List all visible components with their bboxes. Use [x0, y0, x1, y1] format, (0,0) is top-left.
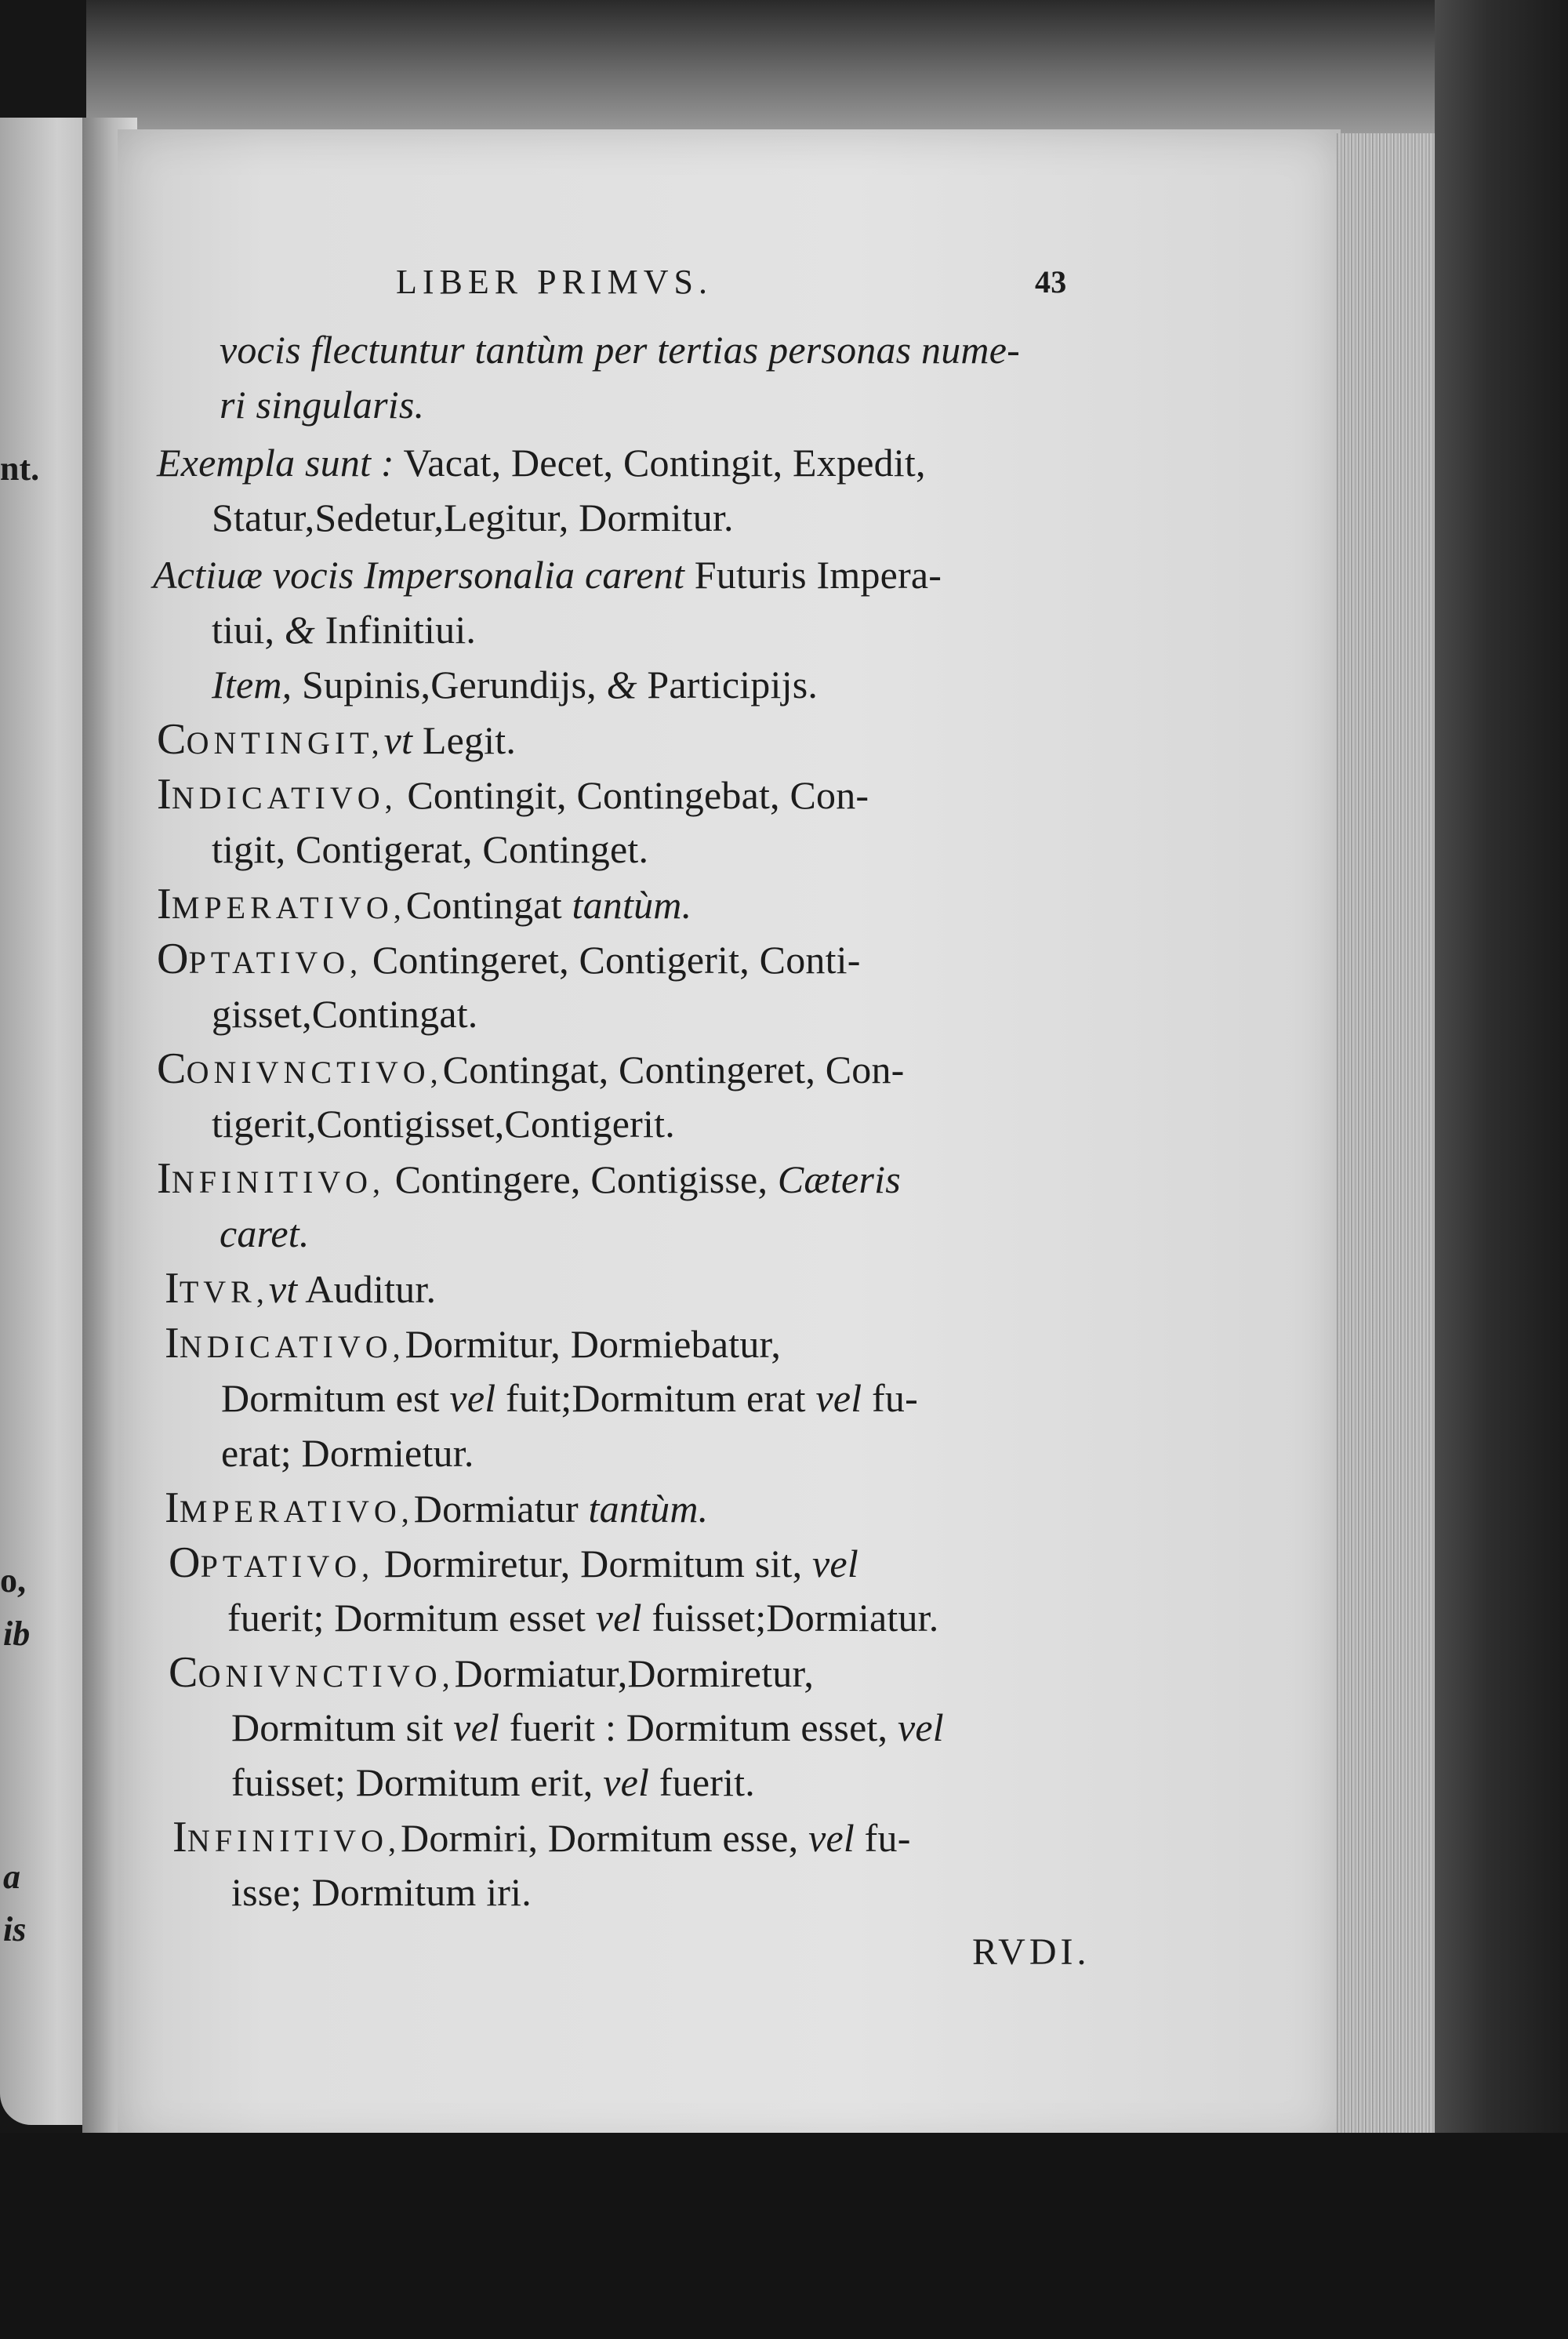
- left-fragment: is: [3, 1910, 27, 1949]
- text-span: Exempla sunt :: [157, 441, 394, 485]
- text-line: [165, 1265, 436, 1316]
- text-span: Dormiretur, Dormitum sit,: [374, 1542, 813, 1585]
- text-span: Contingit, Contingebat, Con-: [397, 773, 869, 817]
- text-line: isse; Dormitum iri.: [231, 1870, 532, 1914]
- text-span: I: [157, 880, 172, 928]
- text-span: fuisset;Dormiatur.: [641, 1596, 939, 1640]
- text-line: [157, 1155, 901, 1206]
- text-span: fuerit; Dormitum esset: [227, 1596, 596, 1640]
- text-line: [157, 881, 691, 932]
- text-span: fuerit.: [649, 1760, 755, 1804]
- text-line: [231, 1759, 755, 1806]
- text-span: Infinitiui.: [314, 608, 477, 652]
- text-span: vel: [815, 1376, 862, 1420]
- text-span: Dormitum sit: [231, 1705, 454, 1749]
- text-line: [157, 716, 516, 767]
- text-span: Contingat: [405, 883, 572, 927]
- text-span: Cæteris: [777, 1157, 901, 1201]
- text-span: I: [157, 770, 172, 819]
- text-span: vt: [383, 718, 413, 762]
- text-span: fuit;Dormitum erat: [495, 1376, 816, 1420]
- text-span: MPERATIVO,: [171, 890, 406, 925]
- text-span: Contingat, Contingeret, Con-: [442, 1048, 905, 1091]
- text-line: [221, 1375, 918, 1422]
- text-span: vel: [449, 1376, 496, 1420]
- text-span: Item,: [212, 663, 292, 706]
- text-line: tigit, Contigerat, Continget.: [212, 827, 649, 871]
- text-line: gisset,Contingat.: [212, 992, 478, 1036]
- text-span: MPERATIVO,: [179, 1494, 414, 1529]
- catchword: RVDI.: [972, 1931, 1091, 1973]
- text-span: vel: [812, 1542, 858, 1585]
- text-span: fu-: [862, 1376, 918, 1420]
- text-span: I: [157, 1154, 172, 1203]
- text-span: vt: [268, 1267, 298, 1311]
- text-span: vel: [808, 1816, 855, 1860]
- text-span: NFINITIVO,: [171, 1164, 386, 1200]
- text-span: fuerit : Dormitum esset,: [499, 1705, 898, 1749]
- text-line: erat; Dormietur.: [221, 1431, 474, 1475]
- text-span: I: [165, 1319, 180, 1367]
- text-line: [153, 551, 942, 598]
- text-line: tigerit,Contigisset,Contigerit.: [212, 1102, 675, 1146]
- text-span: PTATIVO,: [188, 945, 363, 980]
- text-line: [165, 1484, 708, 1535]
- text-span: Contingere, Contigisse,: [385, 1157, 778, 1201]
- text-span: Dormitur, Dormiebatur,: [405, 1322, 782, 1366]
- text-span: NDICATIVO,: [171, 780, 397, 815]
- text-line: vocis flectuntur tantùm per tertias personas nume-: [220, 328, 1020, 372]
- text-span: I: [165, 1484, 180, 1532]
- text-span: TVR,: [179, 1274, 269, 1309]
- text-span: fuisset; Dormitum erit,: [231, 1760, 604, 1804]
- text-span: Futuris Impera-: [684, 553, 942, 597]
- text-span: ONIVNCTIVO,: [198, 1658, 455, 1694]
- text-span: O: [169, 1538, 201, 1587]
- text-span: Contingeret, Contigerit, Conti-: [362, 938, 861, 982]
- text-span: fu-: [854, 1816, 911, 1860]
- left-fragment: o,: [0, 1561, 26, 1600]
- left-fragment: nt.: [0, 449, 40, 488]
- text-span: Dormiatur,Dormiretur,: [454, 1651, 815, 1695]
- text-span: NFINITIVO,: [187, 1823, 401, 1858]
- left-fragment: a: [3, 1858, 20, 1896]
- page-number: 43: [1035, 264, 1067, 300]
- text-line: [169, 1649, 814, 1700]
- text-span: &: [606, 663, 637, 706]
- text-line: [157, 935, 861, 986]
- text-span: ONIVNCTIVO,: [186, 1055, 443, 1090]
- text-line: [212, 661, 818, 708]
- text-span: tantùm.: [572, 883, 692, 927]
- text-line: [165, 1320, 781, 1371]
- text-span: Supinis,Gerundijs,: [292, 663, 607, 706]
- text-span: ONTINGIT,: [186, 725, 384, 761]
- running-title: LIBER PRIMVS.: [396, 263, 713, 301]
- text-line: Statur,Sedetur,Legitur, Dormitur.: [212, 496, 734, 539]
- text-span: C: [157, 715, 187, 764]
- text-span: Auditur.: [297, 1267, 437, 1311]
- text-span: tiui,: [212, 608, 285, 652]
- text-line: caret.: [220, 1211, 310, 1255]
- text-line: [231, 1704, 944, 1751]
- text-span: Dormiatur: [413, 1487, 589, 1531]
- text-span: NDICATIVO,: [179, 1329, 405, 1364]
- text-span: I: [172, 1813, 187, 1861]
- text-span: I: [165, 1264, 180, 1313]
- left-fragment: ib: [3, 1614, 31, 1653]
- text-span: tantùm.: [588, 1487, 709, 1531]
- text-span: C: [157, 1044, 187, 1093]
- text-span: vel: [603, 1760, 650, 1804]
- text-span: Actiuæ vocis Impersonalia carent: [153, 553, 685, 597]
- text-line: [157, 771, 869, 822]
- text-line: [169, 1539, 858, 1590]
- text-span: vel: [595, 1596, 642, 1640]
- text-span: &: [284, 608, 315, 652]
- text-span: vel: [453, 1705, 500, 1749]
- text-span: Participijs.: [637, 663, 818, 706]
- text-line: [212, 606, 476, 653]
- text-span: C: [169, 1648, 198, 1697]
- text-span: O: [157, 935, 189, 983]
- text-span: Dormitum est: [221, 1376, 450, 1420]
- text-line: [227, 1594, 938, 1641]
- text-span: PTATIVO,: [200, 1549, 375, 1584]
- text-line: [172, 1814, 911, 1865]
- text-span: Vacat, Decet, Contingit, Expedit,: [394, 441, 926, 485]
- text-line: [157, 1045, 905, 1096]
- text-span: Legit.: [412, 718, 517, 762]
- text-line: [157, 439, 926, 486]
- text-span: vel: [897, 1705, 944, 1749]
- text-line: ri singularis.: [220, 383, 425, 427]
- text-span: Dormiri, Dormitum esse,: [401, 1816, 809, 1860]
